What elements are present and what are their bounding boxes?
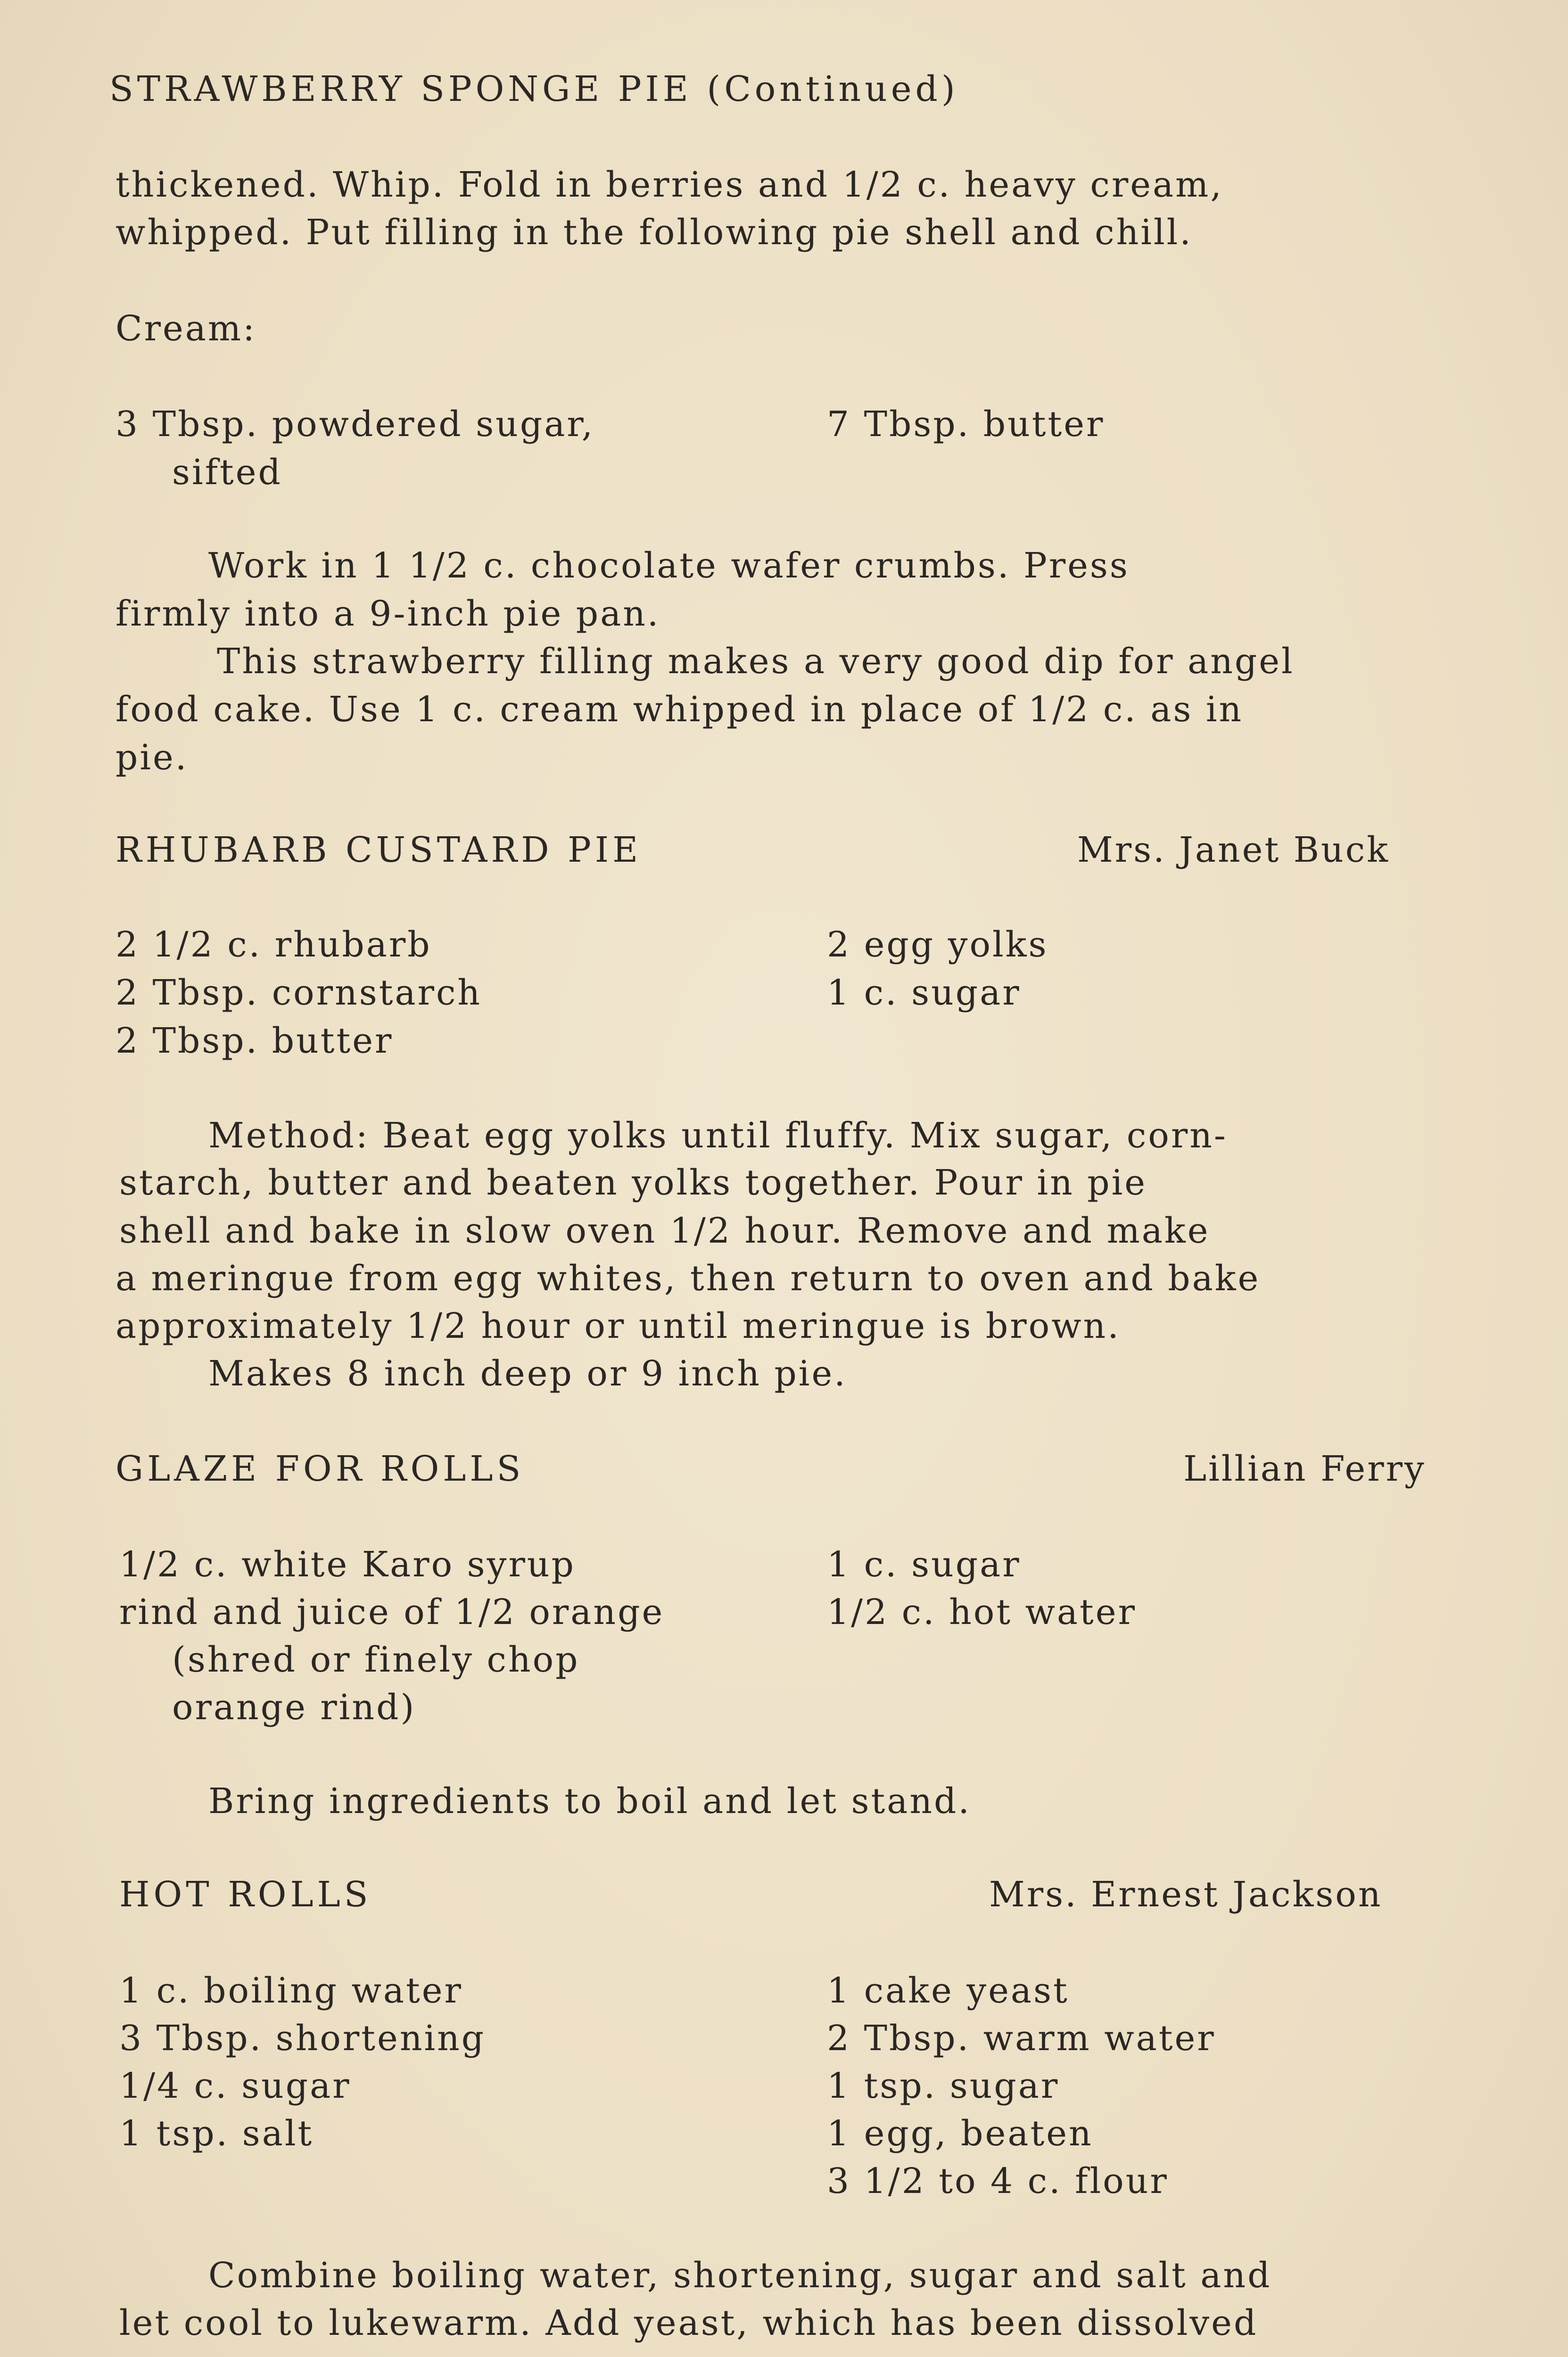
ingredient: orange rind) [172, 1687, 416, 1728]
recipe-author: Mrs. Janet Buck [1077, 830, 1390, 870]
ingredient: 1 c. boiling water [119, 1970, 463, 2011]
text-line: Combine boiling water, shortening, sugar and salt and [208, 2255, 1272, 2296]
text-line: Work in 1 1/2 c. chocolate wafer crumbs. Press [208, 545, 1130, 586]
ingredient: 1 cake yeast [827, 1970, 1069, 2011]
ingredient: 3 1/2 to 4 c. flour [827, 2161, 1169, 2201]
recipe-author: Mrs. Ernest Jackson [989, 1874, 1383, 1915]
text-line: approximately 1/2 hour or until meringue is brown. [116, 1306, 1121, 1346]
ingredient: 1 tsp. sugar [827, 2066, 1060, 2106]
text-line: let cool to lukewarm. Add yeast, which has been dissolved [119, 2303, 1258, 2343]
ingredient: rind and juice of 1/2 orange [119, 1592, 665, 1632]
ingredient: 2 1/2 c. rhubarb [116, 924, 432, 965]
page-title: STRAWBERRY SPONGE PIE (Continued) [109, 69, 959, 109]
text-line: a meringue from egg whites, then return to oven and bake [116, 1258, 1261, 1299]
ingredient: sifted [172, 452, 282, 493]
cream-label: Cream: [116, 308, 257, 349]
ingredient: 1/2 c. hot water [827, 1592, 1137, 1632]
ingredient: 3 Tbsp. powdered sugar, [116, 404, 595, 445]
ingredient: 1 c. sugar [827, 972, 1021, 1013]
text-line: thickened. Whip. Fold in berries and 1/2 c. heavy cream, [116, 165, 1223, 205]
text-line: shell and bake in slow oven 1/2 hour. Remove and make [119, 1211, 1210, 1251]
text-line: This strawberry filling makes a very good dip for angel [217, 641, 1295, 682]
ingredient: (shred or finely chop [172, 1640, 580, 1680]
ingredient: 2 Tbsp. cornstarch [116, 972, 482, 1013]
recipe-title-rhubarb: RHUBARB CUSTARD PIE [116, 830, 642, 870]
ingredient: 1 tsp. salt [119, 2113, 314, 2154]
text-line: Method: Beat egg yolks until fluffy. Mix sugar, corn- [208, 1115, 1228, 1156]
text-line: starch, butter and beaten yolks together. Pour in pie [119, 1162, 1147, 1203]
text-line: food cake. Use 1 c. cream whipped in place of 1/2 c. as in [116, 689, 1244, 730]
ingredient: 7 Tbsp. butter [827, 404, 1105, 445]
ingredient: 1/4 c. sugar [119, 2066, 351, 2106]
text-line: firmly into a 9-inch pie pan. [116, 593, 660, 634]
text-line: pie. [116, 737, 189, 778]
text-line: whipped. Put filling in the following pie shell and chill. [116, 212, 1193, 253]
ingredient: 2 Tbsp. warm water [827, 2018, 1216, 2059]
ingredient: 1 egg, beaten [827, 2113, 1093, 2154]
text-line: Bring ingredients to boil and let stand. [208, 1781, 971, 1821]
ingredient: 2 egg yolks [827, 924, 1048, 965]
ingredient: 2 Tbsp. butter [116, 1021, 394, 1061]
recipe-title-glaze: GLAZE FOR ROLLS [116, 1449, 525, 1489]
recipe-title-hot-rolls: HOT ROLLS [119, 1874, 372, 1915]
ingredient: 3 Tbsp. shortening [119, 2018, 486, 2059]
text-line: Makes 8 inch deep or 9 inch pie. [208, 1353, 847, 1394]
recipe-author: Lillian Ferry [1183, 1449, 1426, 1489]
ingredient: 1 c. sugar [827, 1544, 1021, 1585]
ingredient: 1/2 c. white Karo syrup [119, 1544, 576, 1585]
